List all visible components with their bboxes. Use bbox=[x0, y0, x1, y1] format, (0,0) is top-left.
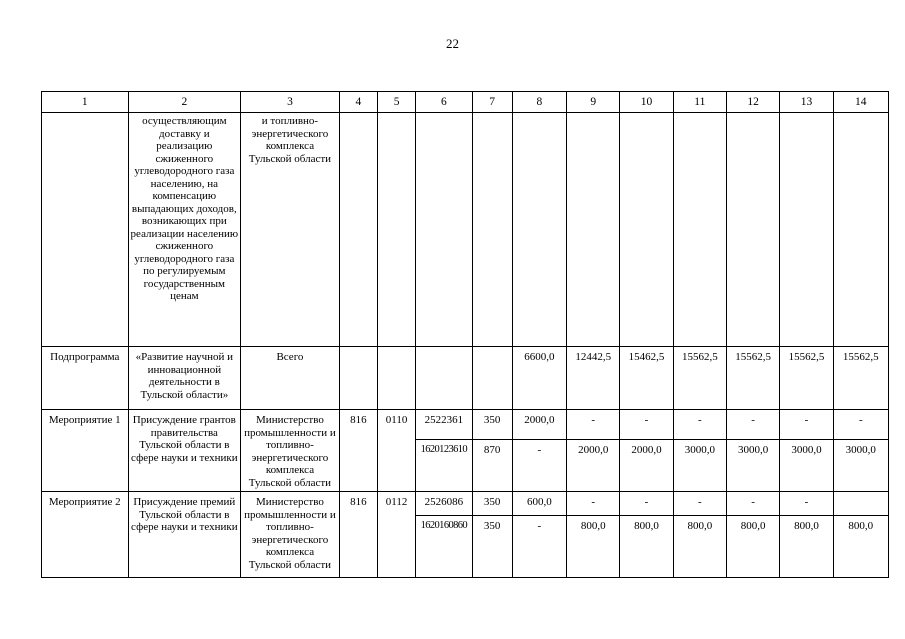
header-cell: 3 bbox=[241, 92, 340, 113]
value-cell: 15562,5 bbox=[833, 347, 888, 410]
value-cell: 2000,0 bbox=[620, 440, 673, 492]
budget-table bbox=[41, 91, 889, 578]
value-cell: 12442,5 bbox=[567, 347, 620, 410]
value-cell: 15462,5 bbox=[620, 347, 673, 410]
header-cell: 12 bbox=[726, 92, 779, 113]
value-cell: 800,0 bbox=[726, 516, 779, 578]
activity2-grbs: 816 bbox=[339, 492, 377, 578]
header-cell: 13 bbox=[780, 92, 833, 113]
header-cell: 9 bbox=[567, 92, 620, 113]
header-cell: 11 bbox=[673, 92, 726, 113]
value-cell bbox=[833, 492, 888, 516]
csr-cell: 2522361 bbox=[416, 410, 472, 440]
header-cell: 10 bbox=[620, 92, 673, 113]
subprogram-row bbox=[42, 347, 889, 410]
header-cell: 5 bbox=[377, 92, 415, 113]
value-cell: - bbox=[512, 440, 566, 492]
value-cell: 2000,0 bbox=[512, 410, 566, 440]
value-cell: 800,0 bbox=[620, 516, 673, 578]
value-cell: 6600,0 bbox=[512, 347, 566, 410]
value-cell: 800,0 bbox=[567, 516, 620, 578]
vr-cell: 870 bbox=[472, 440, 512, 492]
continuation-row bbox=[42, 113, 889, 347]
value-cell: - bbox=[833, 410, 888, 440]
activity2-type: Мероприятие 2 bbox=[42, 492, 129, 578]
header-cell: 1 bbox=[42, 92, 129, 113]
value-cell: - bbox=[620, 410, 673, 440]
value-cell: - bbox=[673, 410, 726, 440]
value-cell: 15562,5 bbox=[780, 347, 833, 410]
value-cell: - bbox=[726, 492, 779, 516]
value-cell: - bbox=[567, 492, 620, 516]
subprogram-name: «Развитие научной и инновационной деятельности в Тульской области» bbox=[128, 347, 241, 410]
value-cell: - bbox=[726, 410, 779, 440]
value-cell: 15562,5 bbox=[726, 347, 779, 410]
value-cell: - bbox=[567, 410, 620, 440]
activity2-name: Присуждение премий Тульской области в сфере науки и техники bbox=[128, 492, 241, 578]
continuation-executor: и топливно-энергетического комплекса Тульской области bbox=[241, 113, 340, 347]
value-cell: - bbox=[512, 516, 566, 578]
value-cell: 15562,5 bbox=[673, 347, 726, 410]
activity1-type: Мероприятие 1 bbox=[42, 410, 129, 492]
activity2-rzpr: 0112 bbox=[377, 492, 415, 578]
header-cell: 4 bbox=[339, 92, 377, 113]
vr-cell: 350 bbox=[472, 410, 512, 440]
value-cell: 800,0 bbox=[673, 516, 726, 578]
value-cell: - bbox=[780, 492, 833, 516]
value-cell: 2000,0 bbox=[567, 440, 620, 492]
subprogram-type: Подпрограмма bbox=[42, 347, 129, 410]
activity1-rzpr: 0110 bbox=[377, 410, 415, 492]
value-cell: 3000,0 bbox=[833, 440, 888, 492]
activity2-row bbox=[42, 492, 889, 516]
activity1-executor: Министерство промышленности и топливно-энергетического комплекса Тульской области bbox=[241, 410, 340, 492]
vr-cell: 350 bbox=[472, 492, 512, 516]
vr-cell: 350 bbox=[472, 516, 512, 578]
activity1-row bbox=[42, 410, 889, 440]
continuation-name: осуществляющим доставку и реализацию сжиженного углеводородного газа населению, на компенсацию выпадающих доходов, возникающих при реализации населению сжиженного углеводородного газа по регулируемым государственным ценам bbox=[128, 113, 241, 347]
header-cell: 14 bbox=[833, 92, 888, 113]
subprogram-executor: Всего bbox=[241, 347, 340, 410]
value-cell: 3000,0 bbox=[673, 440, 726, 492]
header-cell: 6 bbox=[416, 92, 472, 113]
csr-cell: 1620160860 bbox=[416, 516, 472, 578]
csr-cell: 2526086 bbox=[416, 492, 472, 516]
csr-cell: 1620123610 bbox=[416, 440, 472, 492]
activity2-executor: Министерство промышленности и топливно-энергетического комплекса Тульской области bbox=[241, 492, 340, 578]
value-cell: - bbox=[673, 492, 726, 516]
value-cell: 800,0 bbox=[780, 516, 833, 578]
value-cell: 3000,0 bbox=[726, 440, 779, 492]
value-cell: - bbox=[620, 492, 673, 516]
header-cell: 7 bbox=[472, 92, 512, 113]
activity1-grbs: 816 bbox=[339, 410, 377, 492]
header-row bbox=[42, 92, 889, 113]
value-cell: 800,0 bbox=[833, 516, 888, 578]
header-cell: 8 bbox=[512, 92, 566, 113]
page-number: 22 bbox=[446, 36, 459, 51]
header-cell: 2 bbox=[128, 92, 241, 113]
value-cell: 600,0 bbox=[512, 492, 566, 516]
value-cell: - bbox=[780, 410, 833, 440]
value-cell: 3000,0 bbox=[780, 440, 833, 492]
activity1-name: Присуждение грантов правительства Тульской области в сфере науки и техники bbox=[128, 410, 241, 492]
